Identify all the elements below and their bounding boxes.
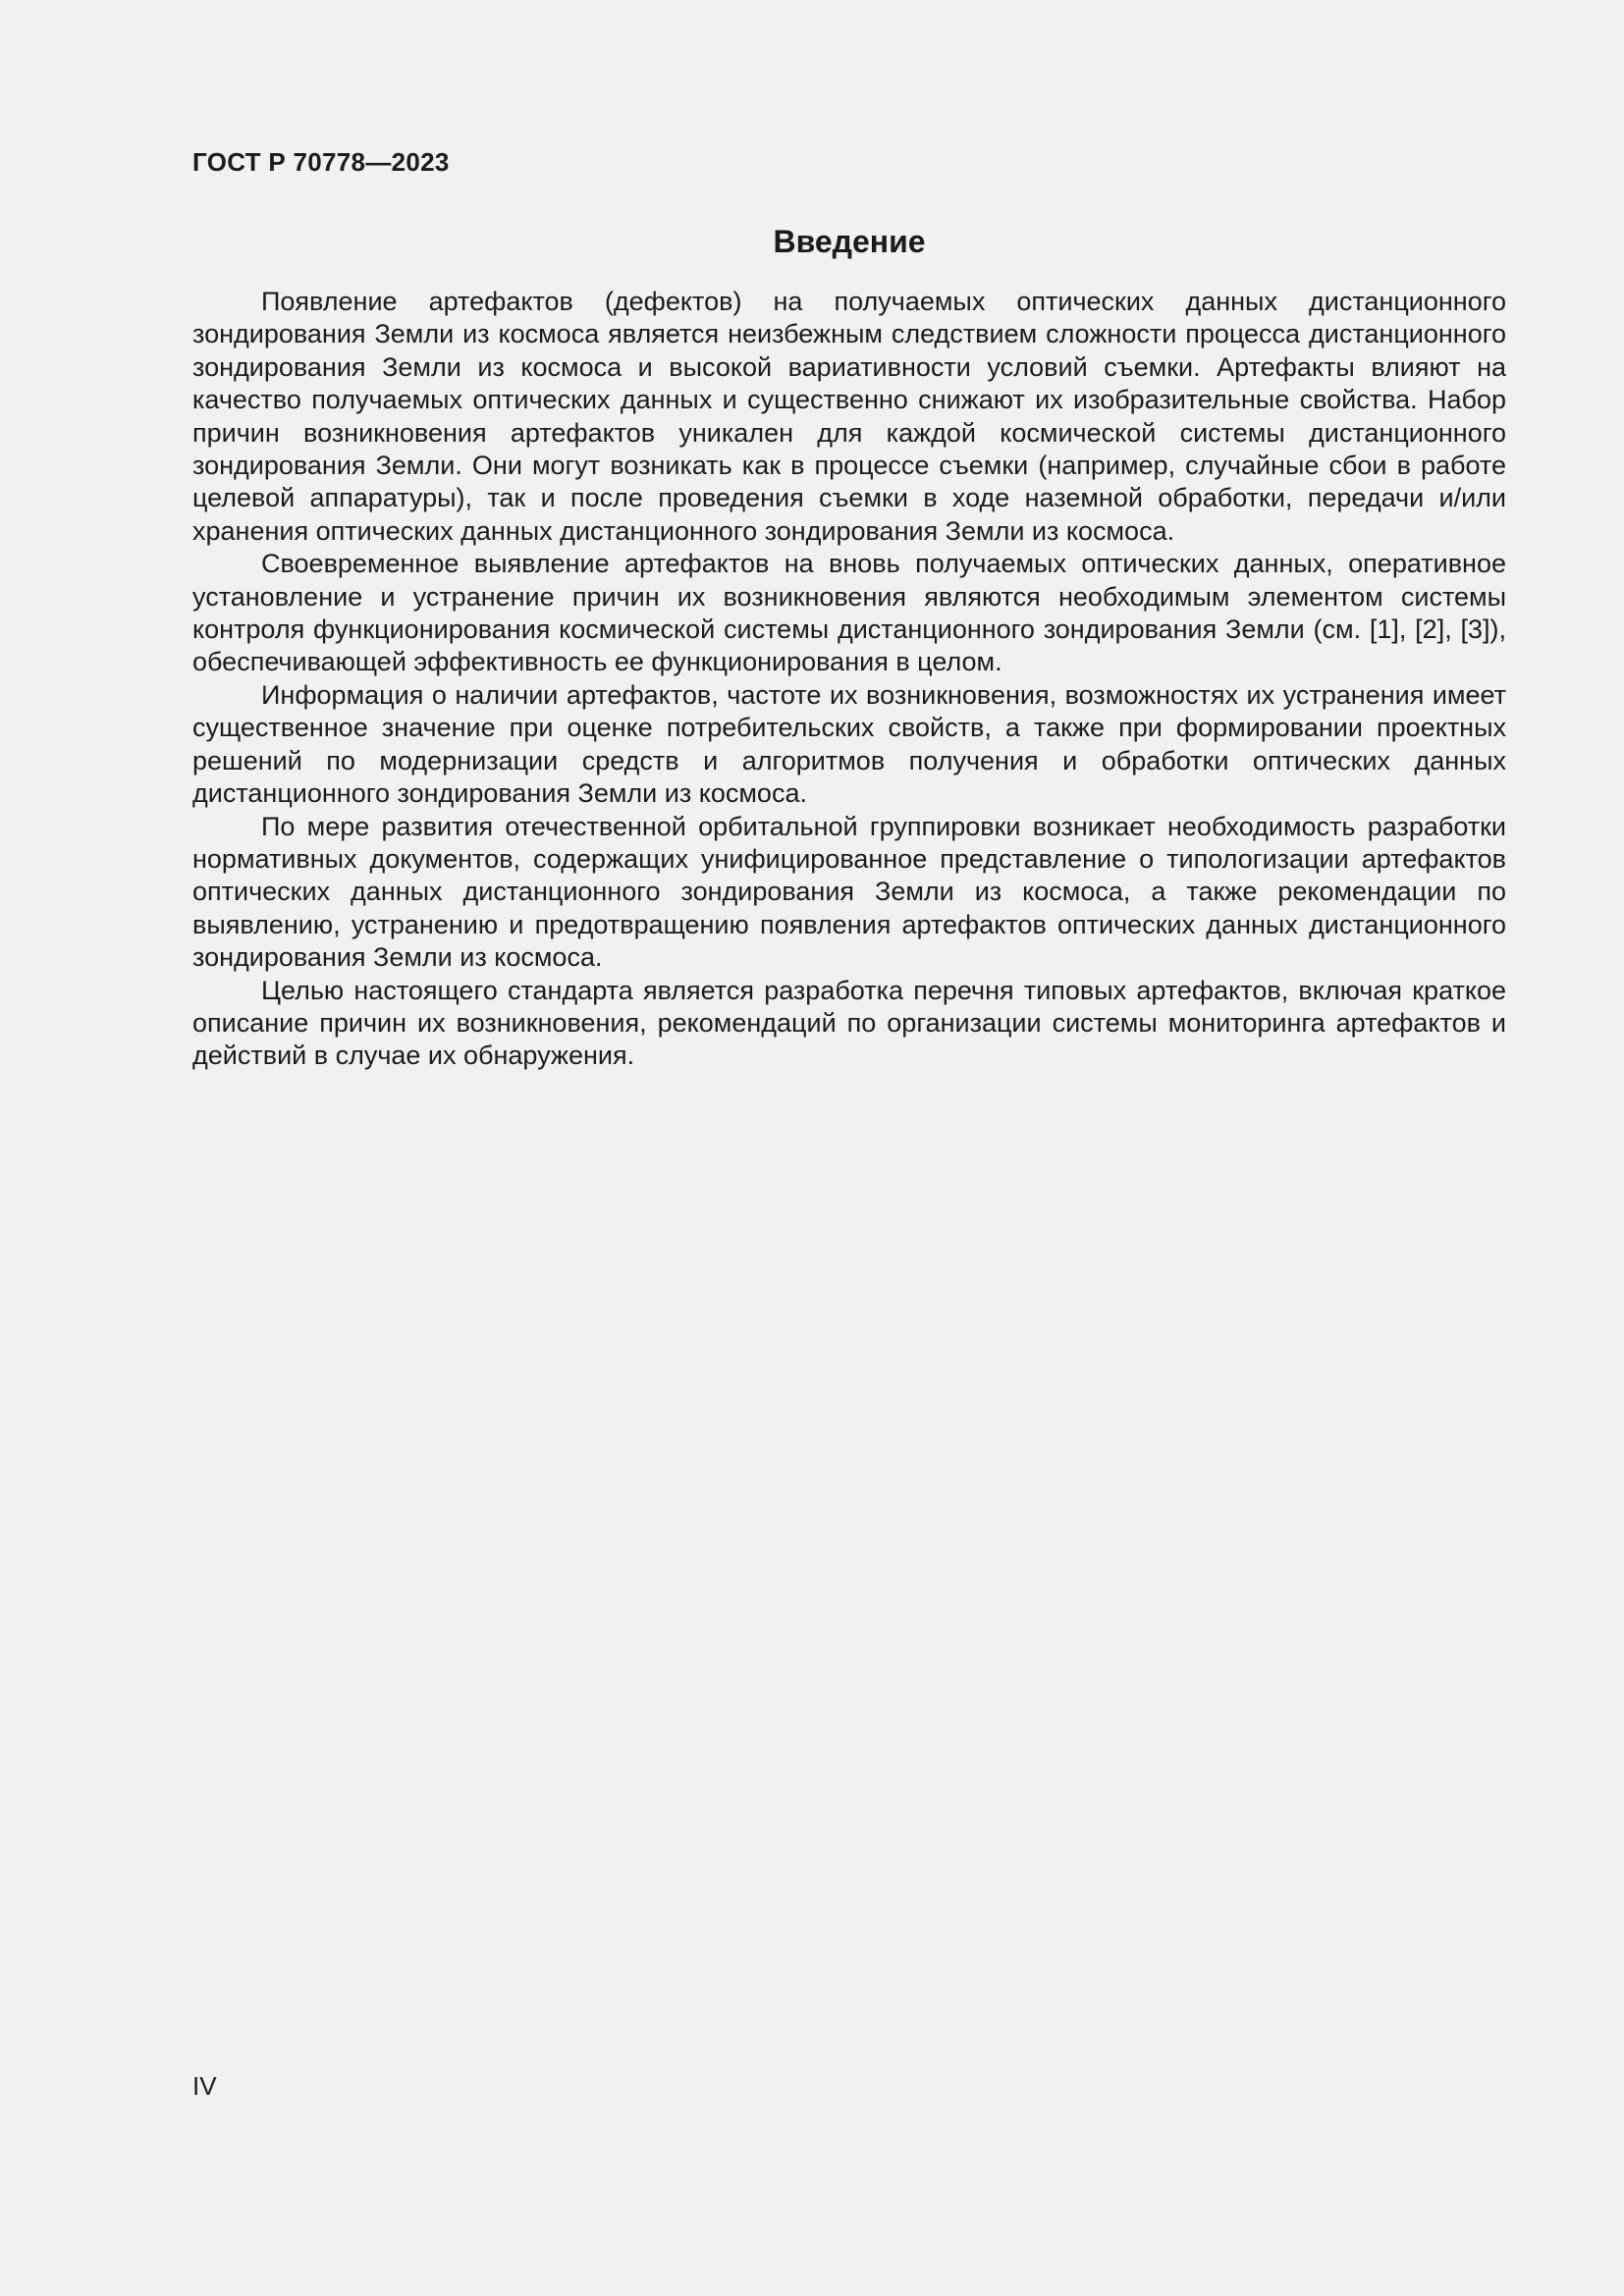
- page-number: IV: [192, 2071, 217, 2101]
- introduction-body: [192, 286, 1506, 1073]
- paragraph: Появление артефактов (дефектов) на получаемых оптических данных дистанционного зондирования Земли из космоса является неизбежным следствием сложности процесса дистанционного зондирования Земли из космоса и высокой вариативности условий съемки. Артефакты влияют на качество получаемых оптических данных и существенно снижают их изобразительные свойства. Набор причин возникновения артефактов уникален для каждой космической системы дистанционного зондирования Земли. Они могут возникать как в процессе съемки (например, случайные сбои в работе целевой аппаратуры), так и после проведения съемки в ходе наземной обработки, передачи и/или хранения оптических данных дистанционного зондирования Земли из космоса.: [192, 287, 1506, 546]
- paragraph: По мере развития отечественной орбитальной группировки возникает необходимость разработки нормативных документов, содержащих унифицированное представление о типологизации артефактов оптических данных дистанционного зондирования Земли из космоса, а также рекомендации по выявлению, устранению и предотвращению появления артефактов оптических данных дистанционного зондирования Земли из космоса.: [192, 811, 1506, 973]
- paragraph: Целью настоящего стандарта является разработка перечня типовых артефактов, включая краткое описание причин их возникновения, рекомендаций по организации системы мониторинга артефактов и действий в случае их обнаружения.: [192, 975, 1506, 1071]
- paragraph: Своевременное выявление артефактов на вновь получаемых оптических данных, оперативное установление и устранение причин их возникновения являются необходимым элементом системы контроля функционирования космической системы дистанционного зондирования Земли (см. [1], [2], [3]), обеспечивающей эффективность ее функционирования в целом.: [192, 549, 1506, 677]
- paragraph: Информация о наличии артефактов, частоте их возникновения, возможностях их устранения имеет существенное значение при оценке потребительских свойств, а также при формировании проектных решений по модернизации средств и алгоритмов получения и обработки оптических данных дистанционного зондирования Земли из космоса.: [192, 679, 1506, 809]
- section-title: Введение: [773, 224, 926, 259]
- document-code-header: ГОСТ Р 70778—2023: [192, 147, 450, 177]
